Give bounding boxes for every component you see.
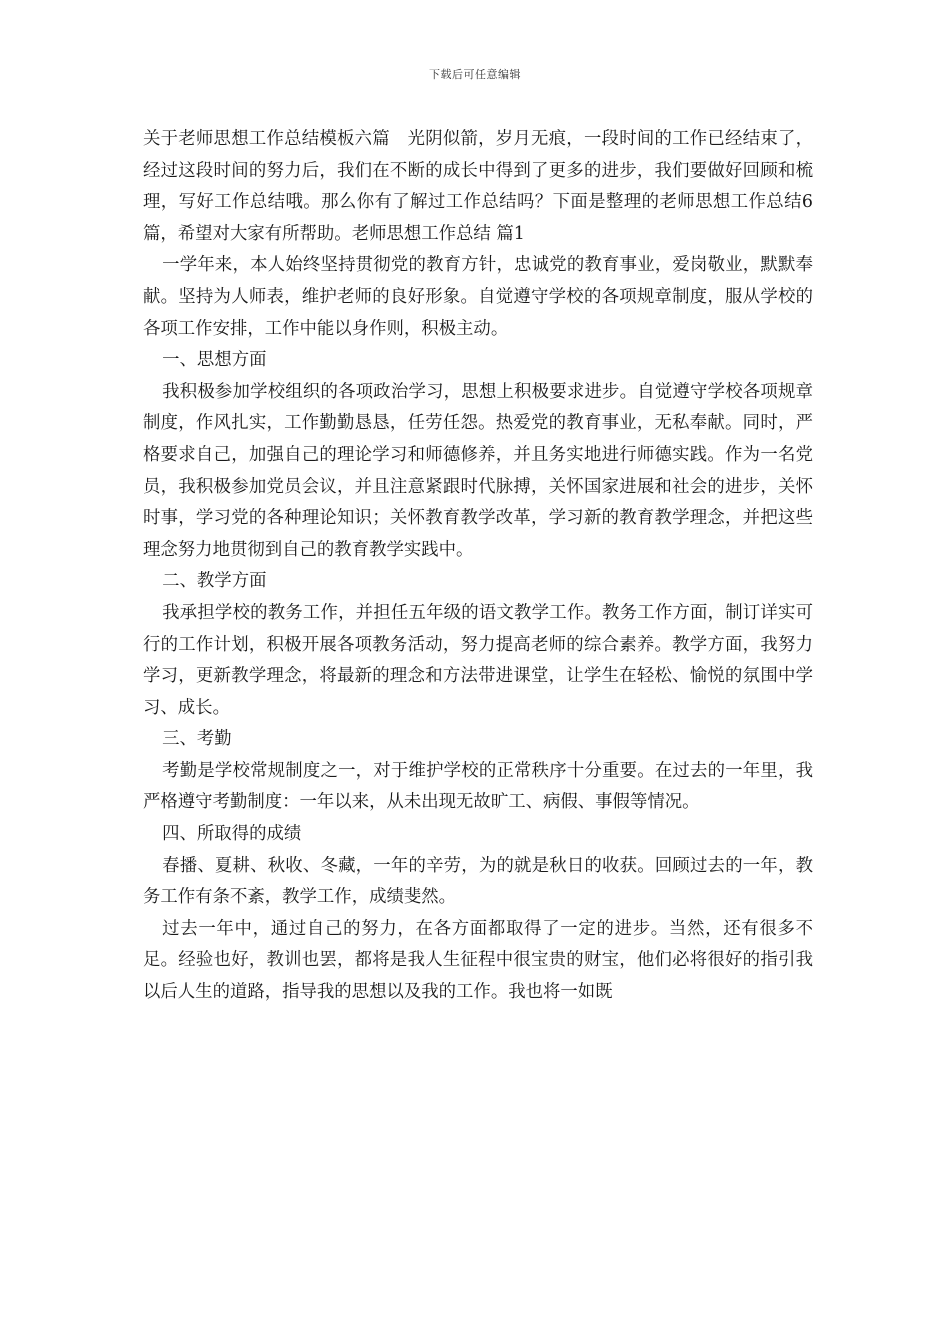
section-heading: 四、所取得的成绩 (162, 824, 302, 845)
body-paragraph: 一学年来，本人始终坚持贯彻党的教育方针，忠诚党的教育事业，爱岗敬业，默默奉献。坚持为人师表，维护老师的良好形象。自觉遵守学校的各项规章制度，服从学校的各项工作安排，工作中能以身作则，积极主动。 (143, 255, 813, 339)
intro-paragraph: 关于老师思想工作总结模板六篇 光阴似箭，岁月无痕，一段时间的工作已经结束了，经过这段时间的努力后，我们在不断的成长中得到了更多的进步，我们要做好回顾和梳理，写好工作总结哦。那么你有了解过工作总结吗？下面是整理的老师思想工作总结6篇，希望对大家有所帮助。老师思想工作总结 篇1 (143, 129, 813, 244)
body-paragraph: 我承担学校的教务工作，并担任五年级的语文教学工作。教务工作方面，制订详实可行的工作计划，积极开展各项教务活动，努力提高老师的综合素养。教学方面，我努力学习，更新教学理念，将最新的理念和方法带进课堂，让学生在轻松、愉悦的氛围中学习、成长。 (143, 602, 813, 718)
body-paragraph: 春播、夏耕、秋收、冬藏，一年的辛劳，为的就是秋日的收获。回顾过去的一年，教务工作有条不紊，教学工作，成绩斐然。 (143, 855, 813, 908)
document-body (143, 124, 813, 1009)
body-paragraph: 我积极参加学校组织的各项政治学习，思想上积极要求进步。自觉遵守学校各项规章制度，作风扎实，工作勤勤恳恳，任劳任怨。热爱党的教育事业，无私奉献。同时，严格要求自己，加强自己的理论学习和师德修养，并且务实地进行师德实践。作为一名党员，我积极参加党员会议，并且注意紧跟时代脉搏，关怀国家进展和社会的进步，关怀时事，学习党的各种理论知识；关怀教育教学改革，学习新的教育教学理念，并把这些理念努力地贯彻到自己的教育教学实践中。 (143, 381, 813, 560)
section-heading: 三、考勤 (162, 729, 232, 750)
body-paragraph: 考勤是学校常规制度之一，对于维护学校的正常秩序十分重要。在过去的一年里，我严格遵守考勤制度：一年以来，从未出现无故旷工、病假、事假等情况。 (143, 760, 813, 813)
page-header: 下载后可任意编辑 (429, 68, 521, 81)
section-heading: 二、教学方面 (162, 571, 267, 592)
body-paragraph: 过去一年中，通过自己的努力，在各方面都取得了一定的进步。当然，还有很多不足。经验也好，教训也罢，都将是我人生征程中很宝贵的财宝，他们必将很好的指引我以后人生的道路，指导我的思想以及我的工作。我也将一如既 (143, 918, 813, 1003)
section-heading: 一、思想方面 (162, 350, 267, 371)
